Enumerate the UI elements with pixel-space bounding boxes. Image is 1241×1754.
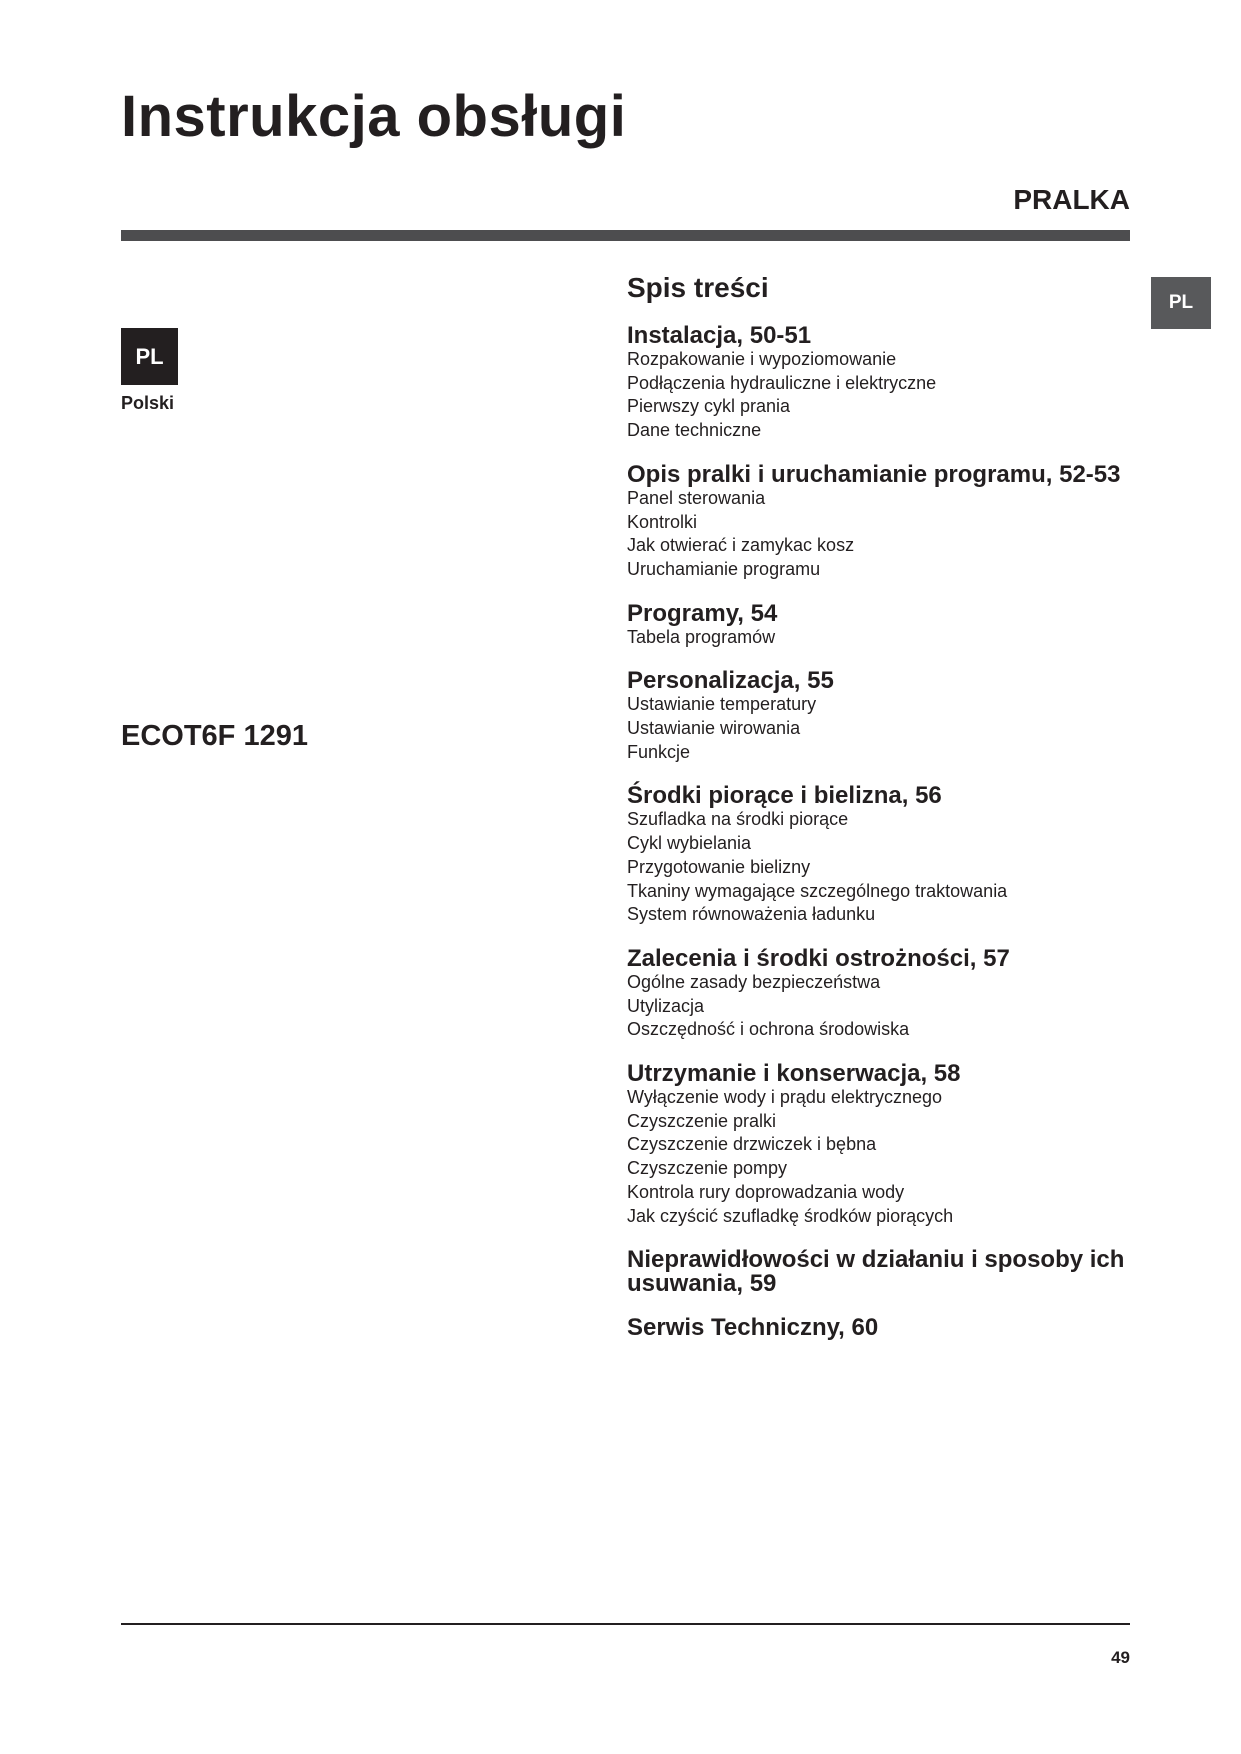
toc-item: Tabela programów: [627, 626, 776, 647]
toc-item: Czyszczenie pompy: [627, 1158, 788, 1179]
header-divider: [121, 230, 1130, 241]
model-number: ECOT6F 1291: [121, 720, 308, 752]
toc-section: [627, 1316, 1147, 1340]
product-type: PRALKA: [1013, 184, 1130, 215]
toc-section: [627, 1248, 1147, 1296]
toc-section: [627, 669, 1147, 764]
toc-item: Dane techniczne: [627, 420, 762, 441]
toc-item: Tkaniny wymagające szczególnego traktowania: [627, 880, 1008, 901]
toc-item: Przygotowanie bielizny: [627, 856, 811, 877]
toc-item: Czyszczenie pralki: [627, 1110, 777, 1131]
toc-section: [627, 784, 1147, 927]
language-code-badge: PL: [121, 328, 178, 385]
toc-item: Funkcje: [627, 741, 691, 762]
toc-section-heading: Personalizacja, 55: [627, 667, 834, 695]
toc-item: System równoważenia ładunku: [627, 904, 876, 925]
toc-section-heading: Programy, 54: [627, 599, 778, 627]
toc-section-heading: Serwis Techniczny, 60: [627, 1314, 879, 1342]
toc-item: Czyszczenie drzwiczek i bębna: [627, 1134, 877, 1155]
page-number: 49: [1111, 1648, 1130, 1667]
language-name: Polski: [121, 393, 175, 413]
toc-section-heading: Zalecenia i środki ostrożności, 57: [627, 944, 1010, 972]
toc-item: Kontrolki: [627, 511, 698, 532]
toc-item: Cykl wybielania: [627, 833, 752, 854]
toc-item: Utylizacja: [627, 995, 705, 1016]
toc-section-heading: Nieprawidłowości w działaniu i sposoby ich usuwania, 59: [627, 1246, 1125, 1298]
toc-item: Jak otwierać i zamykac kosz: [627, 535, 855, 556]
toc-item: Ustawianie temperatury: [627, 694, 817, 715]
toc-item: Panel sterowania: [627, 487, 766, 508]
toc-item: Ogólne zasady bezpieczeństwa: [627, 971, 881, 992]
toc-section: [627, 460, 1147, 582]
toc-item: Jak czyścić szufladkę środków piorących: [627, 1205, 954, 1226]
toc-section: [627, 324, 1147, 443]
footer-divider: [121, 1623, 1130, 1625]
toc-item: Wyłączenie wody i prądu elektrycznego: [627, 1087, 942, 1108]
toc-section-heading: Środki piorące i bielizna, 56: [627, 782, 942, 810]
toc-section: [627, 944, 1147, 1042]
toc-section-heading: Utrzymanie i konserwacja, 58: [627, 1060, 961, 1088]
toc-item: Uruchamianie programu: [627, 558, 821, 579]
toc-item: Kontrola rury doprowadzania wody: [627, 1181, 905, 1202]
toc-title: Spis treści: [627, 272, 769, 303]
toc-section-heading: Instalacja, 50-51: [627, 322, 812, 349]
toc-item: Szufladka na środki piorące: [627, 809, 849, 830]
toc-item: Ustawianie wirowania: [627, 718, 801, 739]
toc-section-heading: Opis pralki i uruchamianie programu, 52-53: [627, 460, 1121, 488]
toc-section: [627, 599, 1147, 650]
toc-sections: [627, 324, 1147, 1340]
toc-item: Podłączenia hydrauliczne i elektryczne: [627, 372, 937, 393]
toc-item: Oszczędność i ochrona środowiska: [627, 1019, 910, 1040]
toc-item: Pierwszy cykl prania: [627, 396, 791, 417]
toc-item: Rozpakowanie i wypoziomowanie: [627, 349, 897, 369]
language-side-tab: PL: [1151, 277, 1211, 329]
toc-section: [627, 1062, 1147, 1228]
table-of-contents: [627, 270, 1147, 1360]
page-title: Instrukcja obsługi: [121, 84, 627, 149]
